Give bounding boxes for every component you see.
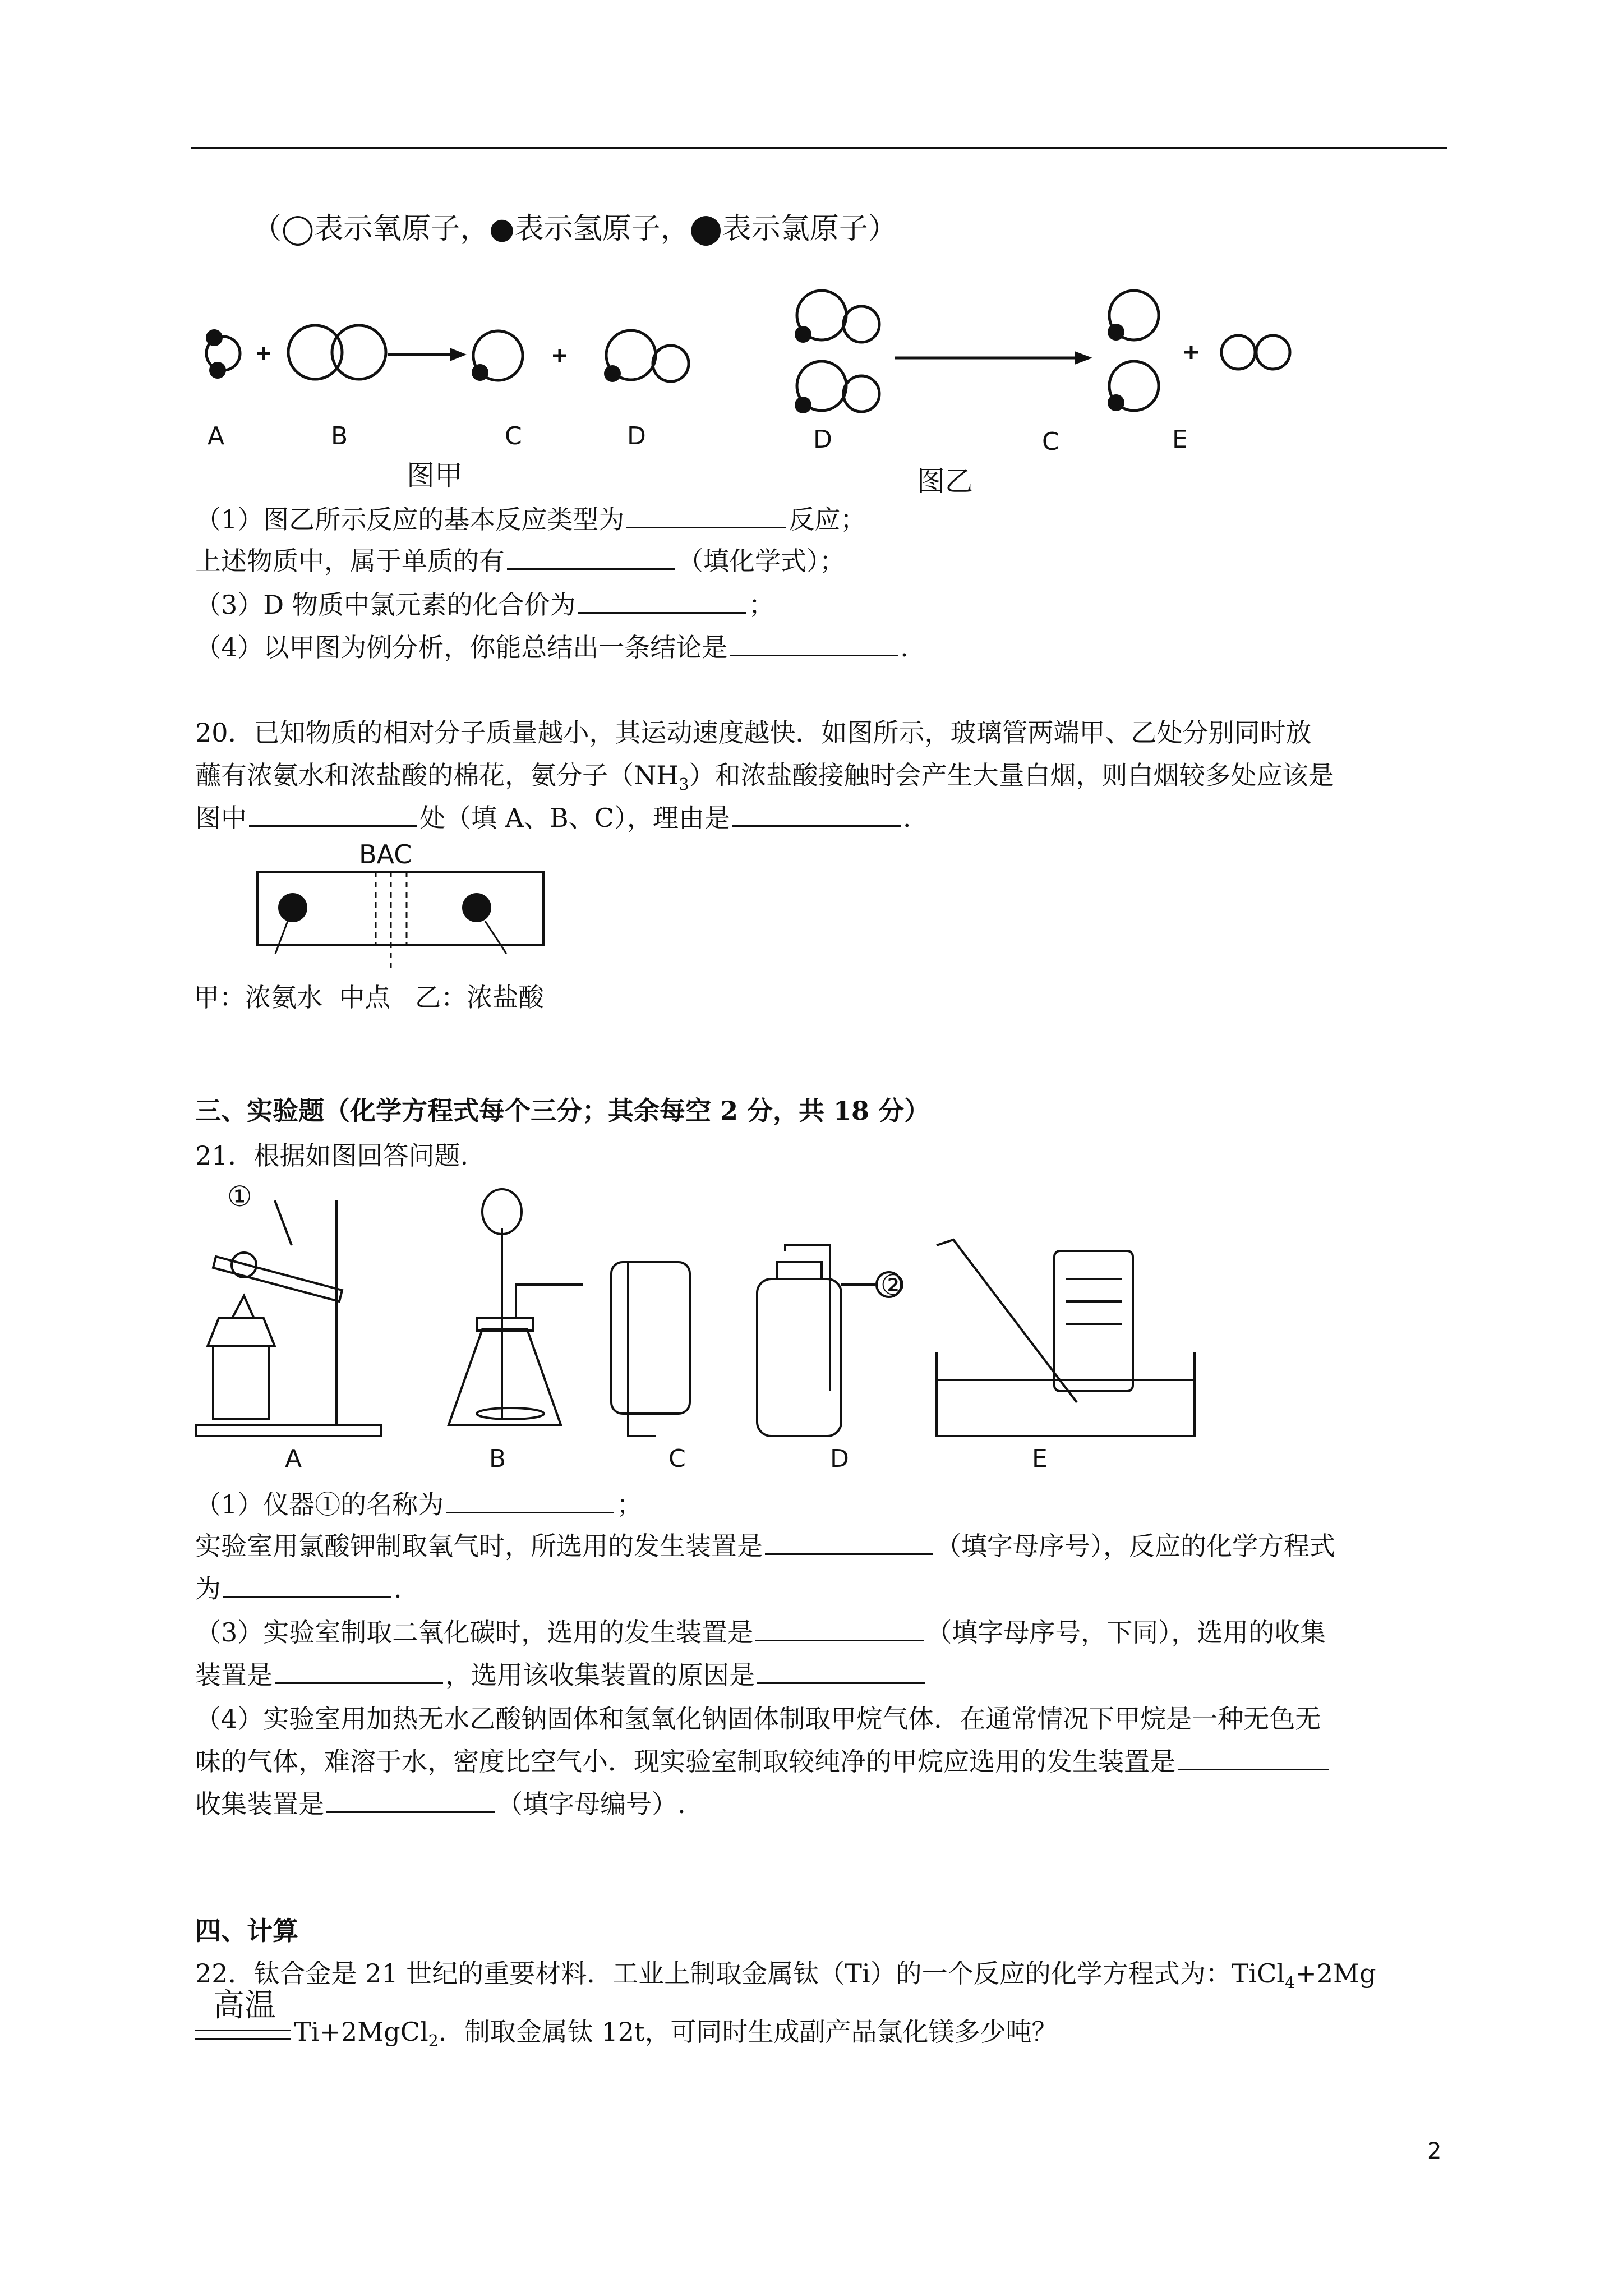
label-d: D bbox=[627, 422, 646, 450]
q20-blank-1[interactable] bbox=[249, 803, 417, 827]
tube-bottom-label: 甲：浓氨水 中点 乙：浓盐酸 bbox=[193, 982, 545, 1013]
label-c: C bbox=[505, 422, 522, 450]
q21-line-1: （1）仪器①的名称为 ； bbox=[195, 1489, 643, 1520]
hydrogen-atom-icon bbox=[795, 397, 811, 413]
q19-blank-1[interactable] bbox=[626, 504, 786, 528]
oxygen-atom-icon bbox=[1256, 335, 1290, 369]
hydrogen-atom-icon bbox=[209, 362, 226, 379]
hydrogen-atom-icon bbox=[472, 364, 488, 381]
oxygen-atom-icon bbox=[653, 346, 689, 381]
hydrogen-atom-icon bbox=[1108, 324, 1124, 341]
apparatus-label-d: D bbox=[830, 1444, 849, 1473]
label-c-right: C bbox=[1042, 427, 1059, 456]
label-a: A bbox=[208, 422, 225, 450]
q21-blank-6[interactable] bbox=[757, 1660, 925, 1684]
apparatus-label-b: B bbox=[489, 1444, 506, 1473]
q21-blank-2[interactable] bbox=[765, 1531, 933, 1555]
q19-line-3: （3）D 物质中氯元素的化合价为 ； bbox=[195, 590, 774, 620]
label-e: E bbox=[1172, 425, 1188, 454]
q19-blank-4[interactable] bbox=[730, 632, 898, 656]
q20-line-3: 图中 处（填 A、B、C），理由是 . bbox=[195, 803, 911, 833]
q21-blank-5[interactable] bbox=[275, 1660, 443, 1684]
label-d-right: D bbox=[813, 425, 832, 454]
q21-line-7: 味的气体，难溶于水，密度比空气小．现实验室制取较纯净的甲烷应选用的发生装置是 bbox=[195, 1745, 1331, 1778]
oxygen-atom-icon bbox=[843, 306, 879, 342]
q22-line-2: Ti+2MgCl$_2$．制取金属钛 12t，可同时生成副产品氯化镁多少吨？ bbox=[294, 2017, 1058, 2051]
chlorine-atom-icon bbox=[332, 325, 386, 379]
glass-tube-diagram bbox=[255, 869, 547, 976]
apparatus-label-e: E bbox=[1032, 1444, 1048, 1473]
apparatus-label-a: A bbox=[285, 1444, 302, 1473]
hydrogen-atom-icon bbox=[795, 326, 811, 343]
q21-line-8: 收集装置是 （填字母编号）. bbox=[195, 1789, 686, 1819]
q21-intro: 21．根据如图回答问题. bbox=[195, 1140, 469, 1171]
hydrogen-atom-icon bbox=[1108, 394, 1124, 411]
q22-line-1: 22．钛合金是 21 世纪的重要材料．工业上制取金属钛（Ti）的一个反应的化学方程式为：TiCl$_4$+2Mg bbox=[195, 1958, 1376, 1993]
section3-title: 三、实验题（化学方程式每个三分；其余每空 2 分，共 18 分） bbox=[195, 1096, 930, 1126]
q19-line-1: （1）图乙所示反应的基本反应类型为 反应； bbox=[195, 504, 866, 535]
caption-jia: 图甲 bbox=[407, 459, 463, 492]
apparatus-marker-2: ② bbox=[880, 1269, 906, 1301]
chlorine-atom-icon bbox=[288, 325, 342, 379]
oxygen-atom-icon bbox=[843, 376, 879, 412]
tube-top-label: BAC bbox=[359, 839, 412, 869]
q21-line-5: 装置是 ，选用该收集装置的原因是 bbox=[195, 1658, 928, 1692]
cotton-hcl-icon bbox=[462, 893, 491, 922]
q20-line-2: 蘸有浓氨水和浓盐酸的棉花，氨分子$(NH_3)$和浓盐酸接触时会产生大量白烟，则白烟较多处应该是 bbox=[195, 760, 1334, 794]
q21-blank-7[interactable] bbox=[1178, 1746, 1329, 1770]
q19-blank-3[interactable] bbox=[578, 590, 746, 614]
q19-line-2: 上述物质中，属于单质的有 （填化学式）； bbox=[195, 546, 845, 576]
q19-line-4: （4）以甲图为例分析，你能总结出一条结论是 . bbox=[195, 632, 909, 662]
q21-line-2: 实验室用氯酸钾制取氧气时，所选用的发生装置是 （填字母序号），反应的化学方程式 bbox=[195, 1531, 1335, 1561]
hydrogen-atom-icon bbox=[604, 365, 621, 382]
q19-blank-2[interactable] bbox=[507, 546, 675, 570]
label-b: B bbox=[331, 422, 348, 450]
apparatus-label-c: C bbox=[668, 1444, 686, 1473]
q21-line-6: （4）实验室用加热无水乙酸钠固体和氢氧化钠固体制取甲烷气体．在通常情况下甲烷是一种无色无 bbox=[195, 1704, 1321, 1734]
q21-blank-3[interactable] bbox=[223, 1573, 391, 1598]
equals-sign-icon bbox=[195, 2030, 291, 2040]
q21-line-3: 为 . bbox=[195, 1573, 402, 1604]
oxygen-atom-icon bbox=[1221, 335, 1255, 369]
section4-title: 四、计算 bbox=[195, 1916, 298, 1946]
apparatus-marker-1: ① bbox=[227, 1180, 252, 1213]
cotton-ammonia-icon bbox=[278, 893, 307, 922]
q21-blank-4[interactable] bbox=[755, 1617, 924, 1641]
q20-line-1: 20．已知物质的相对分子质量越小，其运动速度越快．如图所示，玻璃管两端甲、乙处分别同时放 bbox=[195, 717, 1312, 748]
atom-legend: （◯表示氧原子，●表示氢原子，⬤表示氯原子） bbox=[252, 212, 897, 246]
q21-blank-8[interactable] bbox=[326, 1789, 495, 1813]
header-rule bbox=[191, 147, 1447, 149]
apparatus-diagram bbox=[191, 1178, 1200, 1442]
molecule-diagram bbox=[191, 264, 1301, 443]
reaction-condition: 高温 bbox=[213, 1987, 276, 2024]
q21-blank-1[interactable] bbox=[446, 1489, 614, 1513]
q20-blank-2[interactable] bbox=[732, 803, 901, 827]
page-number: 2 bbox=[1427, 2138, 1442, 2164]
hydrogen-atom-icon bbox=[206, 329, 223, 346]
caption-yi: 图乙 bbox=[917, 465, 973, 498]
q21-line-4: （3）实验室制取二氧化碳时，选用的发生装置是 （填字母序号，下同），选用的收集 bbox=[195, 1617, 1326, 1648]
